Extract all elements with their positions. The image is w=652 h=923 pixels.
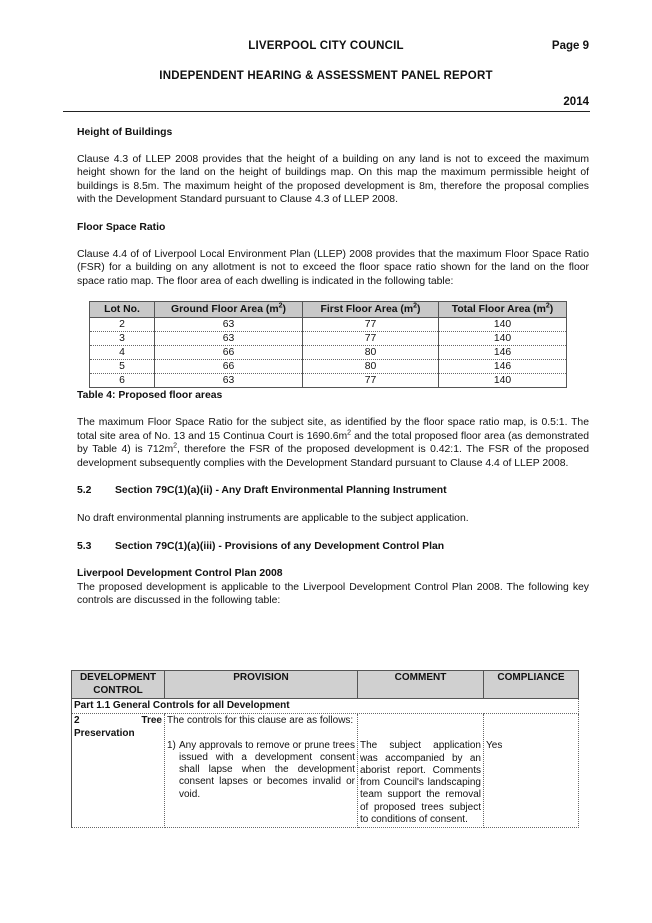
col-comment: COMMENT <box>358 671 484 699</box>
cell: 140 <box>439 332 567 346</box>
cell: 66 <box>155 346 303 360</box>
col-ground-floor: Ground Floor Area $(m^2)$ <box>155 302 303 318</box>
table-row <box>90 332 567 346</box>
cell: 140 <box>439 374 567 388</box>
col-first-floor: First Floor Area $(m^2)$ <box>303 302 439 318</box>
report-title: INDEPENDENT HEARING & ASSESSMENT PANEL REPORT <box>159 70 493 82</box>
council-name: LIVERPOOL CITY COUNCIL <box>248 40 404 52</box>
section-5-3-heading: 5.3 Section 79C(1)(a)(iii) - Provisions of any Development Control Plan <box>77 540 445 552</box>
dcp-controls-table <box>71 670 579 828</box>
fsr-summary: The maximum Floor Space Ratio for the subject site, as identified by the floor space ratio map, is 0.5:1. The total site area of No. 13 and 15 Continua Court is $1690.6m^2$ and the total proposed floor area (as demonstrated by Table 4) is $712m^2$, therefore the FSR of the proposed development is 0.42:1. The FSR of the proposed development subsequently complies with the Development Standard pursuant to Clause 4.4 of LLEP 2008. <box>77 416 589 469</box>
col-development-control: DEVELOPMENT CONTROL <box>72 671 165 699</box>
height-heading: Height of Buildings <box>77 127 173 138</box>
cell: 63 <box>155 318 303 332</box>
cell: 80 <box>303 346 439 360</box>
floor-area-table <box>89 301 567 388</box>
height-text: Clause 4.3 of LLEP 2008 provides that the height of a building on any land is not to exceed the maximum height shown for the land on the height of buildings map. On this map the maximum permissible height of buildings is 8.5m. The maximum height of the proposed development is 8m, therefore the proposal complies with the Development Standard pursuant to Clause 4.3 of LLEP 2008. <box>77 153 589 206</box>
control-cell: 2 Tree Preservation <box>72 714 165 828</box>
cell: 77 <box>303 332 439 346</box>
cell: 140 <box>439 318 567 332</box>
body-content <box>77 126 589 608</box>
table-row <box>90 318 567 332</box>
dcp-heading: Liverpool Development Control Plan 2008 <box>77 568 283 580</box>
col-compliance: COMPLIANCE <box>484 671 579 699</box>
comment-cell: The subject application was accompanied by an aborist report. Comments from Council's landscaping team support the removal of proposed trees subject to conditions of consent. <box>358 714 484 828</box>
cell: 66 <box>155 360 303 374</box>
section-5-2-heading: 5.2 Section 79C(1)(a)(ii) - Any Draft Environmental Planning Instrument <box>77 485 447 497</box>
section-5-2-text: No draft environmental planning instruments are applicable to the subject application. <box>77 512 469 524</box>
dcp-intro-text: The proposed development is applicable to the Liverpool Development Control Plan 2008. The following key controls are discussed in the following table: <box>77 581 589 607</box>
table-caption: Table 4: Proposed floor areas <box>77 390 223 402</box>
cell: 6 <box>90 374 155 388</box>
col-total-floor: Total Floor Area $(m^2)$ <box>439 302 567 318</box>
cell: 146 <box>439 346 567 360</box>
provision-cell: The controls for this clause are as follows: 1) Any approvals to remove or prune trees issued with a development consent shall lapse when the development consent lapses or becomes invalid or void. <box>165 714 358 828</box>
table-row <box>72 699 579 714</box>
cell: 146 <box>439 360 567 374</box>
part-heading: Part 1.1 General Controls for all Development <box>72 699 579 714</box>
table-row <box>72 714 579 828</box>
col-lot-no: Lot No. <box>90 302 155 318</box>
col-provision: PROVISION <box>165 671 358 699</box>
table-row <box>90 374 567 388</box>
cell: 63 <box>155 332 303 346</box>
cell: 63 <box>155 374 303 388</box>
page-number: Page 9 <box>551 40 589 52</box>
cell: 77 <box>303 318 439 332</box>
header-rule <box>63 111 590 112</box>
table-row <box>90 360 567 374</box>
fsr-text: Clause 4.4 of of Liverpool Local Environment Plan (LLEP) 2008 provides that the maximum Floor Space Ratio (FSR) for a building on any allotment is not to exceed the floor space ratio shown for the land on the floor space ratio map. The floor area of each dwelling is indicated in the following table: <box>77 248 589 287</box>
cell: 2 <box>90 318 155 332</box>
table-row <box>90 346 567 360</box>
cell: 5 <box>90 360 155 374</box>
fsr-heading: Floor Space Ratio <box>77 221 166 233</box>
cell: 3 <box>90 332 155 346</box>
cell: 80 <box>303 360 439 374</box>
cell: 4 <box>90 346 155 360</box>
report-year: 2014 <box>563 96 589 108</box>
compliance-cell: Yes <box>484 714 579 828</box>
cell: 77 <box>303 374 439 388</box>
